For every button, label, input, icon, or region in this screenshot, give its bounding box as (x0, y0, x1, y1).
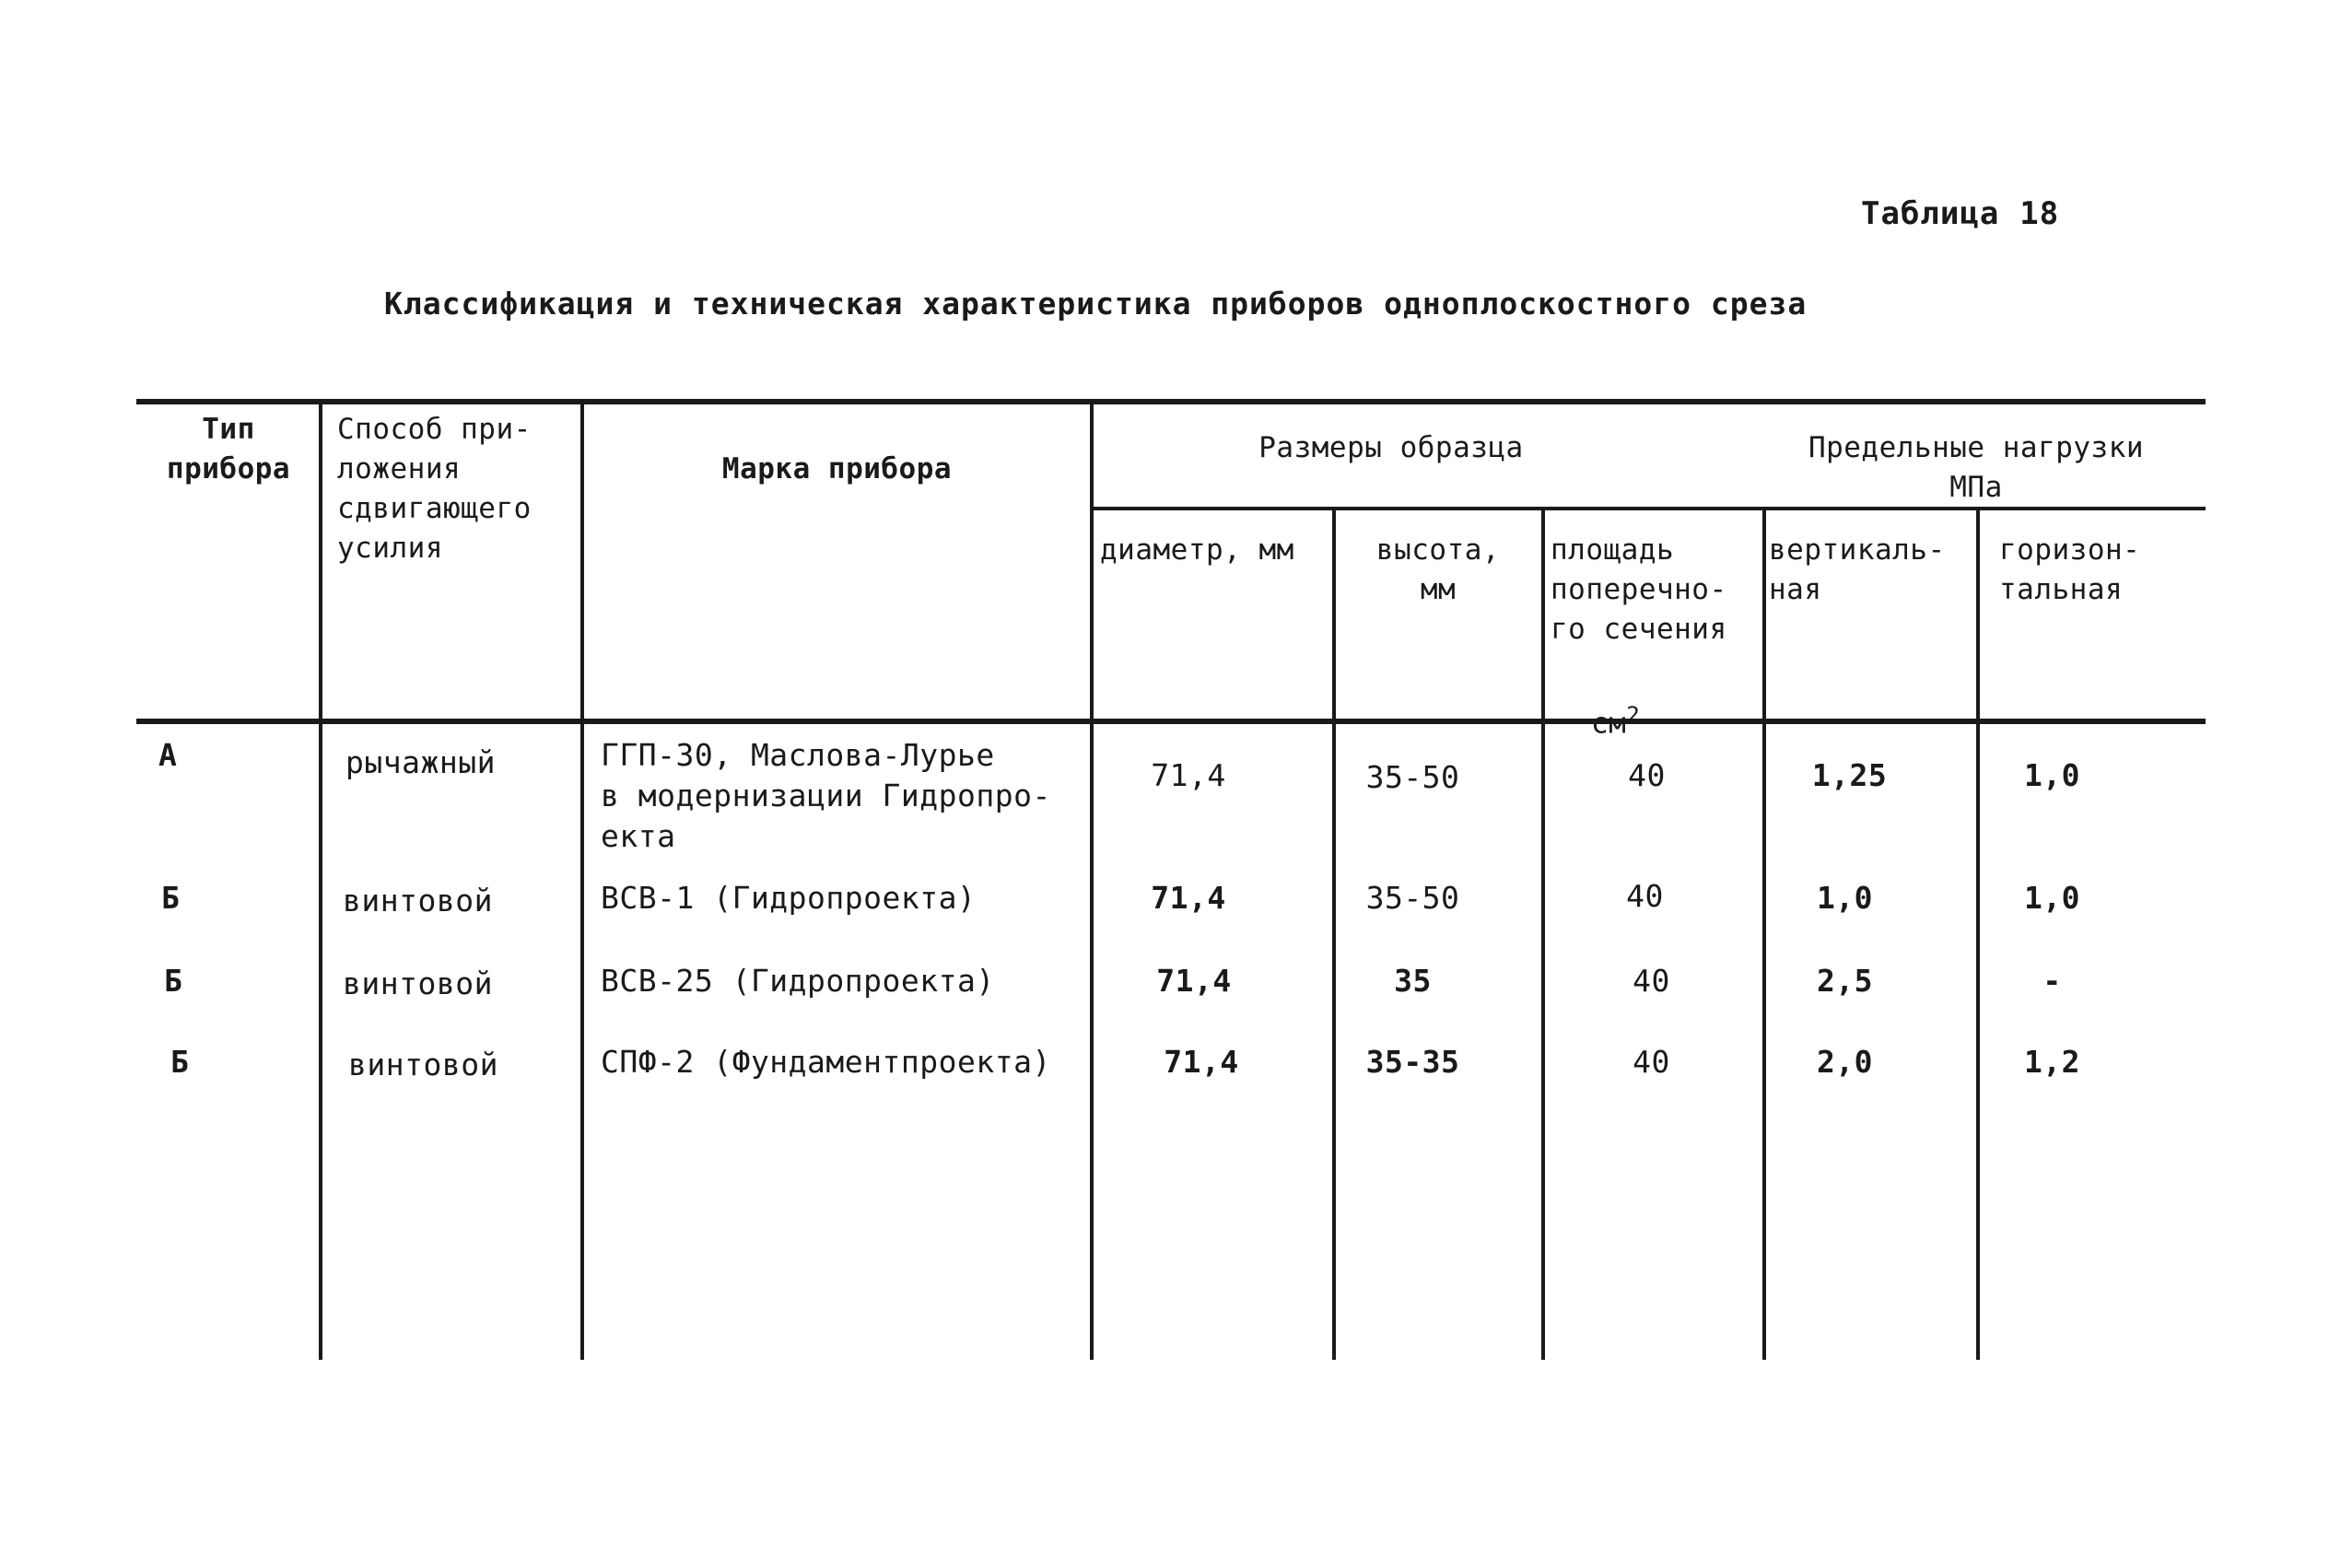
row-1-height: 35-50 (1365, 759, 1460, 795)
column-divider-5 (1541, 509, 1545, 1360)
row-3-method: винтовой (343, 965, 493, 1001)
header-height: высота, мм (1375, 533, 1501, 606)
table-caption (1861, 195, 2059, 232)
row-2-brand: ВСВ-1 (Гидропроекта) (601, 880, 977, 916)
row-1-diameter: 71,4 (1151, 757, 1226, 793)
row-3-horizontal: - (2042, 963, 2062, 999)
row-3-brand: ВСВ-25 (Гидропроекта) (601, 963, 995, 999)
row-3-diameter: 71,4 (1156, 963, 1232, 999)
row-1-horizontal: 1,0 (2023, 757, 2081, 793)
header-diameter: диаметр, мм (1100, 533, 1294, 567)
row-4-area: 40 (1633, 1044, 1670, 1080)
row-3-type: Б (164, 963, 183, 999)
row-4-vertical: 2,0 (1816, 1044, 1874, 1080)
header-area-exponent: 2 (1626, 702, 1641, 728)
header-area-unit: см (1591, 707, 1627, 741)
header-area-unit-wrap (1591, 656, 1702, 743)
row-1-brand: ГГП-30, Маслова-Лурье в модернизации Гидропро- екта (601, 737, 1051, 854)
row-1-area: 40 (1628, 757, 1666, 793)
column-divider-1 (319, 402, 322, 1360)
row-4-horizontal: 1,2 (2023, 1044, 2081, 1080)
row-3-vertical: 2,5 (1816, 963, 1874, 999)
header-area: площадь поперечно- го сечения (1551, 533, 1727, 646)
column-divider-7 (1976, 509, 1980, 1360)
row-2-area: 40 (1626, 878, 1664, 914)
row-4-diameter: 71,4 (1164, 1044, 1239, 1080)
row-2-horizontal: 1,0 (2023, 880, 2081, 916)
header-brand: Марка прибора (721, 452, 953, 486)
column-divider-6 (1762, 509, 1766, 1360)
row-2-diameter: 71,4 (1151, 880, 1226, 916)
table-top-rule (136, 399, 2206, 404)
header-sample-sizes: Размеры образца (1258, 431, 1524, 464)
row-1-method: рычажный (345, 744, 496, 780)
table-caption-label: Таблица (1861, 195, 2000, 232)
row-2-type: Б (161, 880, 181, 916)
header-method: Способ при- ложения сдвигающего усилия (337, 413, 532, 565)
row-2-method: винтовой (343, 883, 493, 919)
header-type: Тип прибора (166, 413, 291, 486)
header-vertical: вертикаль- ная (1769, 533, 1946, 606)
row-4-height: 35-35 (1365, 1044, 1460, 1080)
header-limit-loads: Предельные нагрузки МПа (1808, 431, 2145, 504)
table-title: Классификация и техническая характеристика приборов одноплоскостного среза (384, 286, 1808, 322)
table-header-bottom-rule (136, 719, 2206, 724)
column-divider-4 (1332, 509, 1336, 1360)
row-1-vertical: 1,25 (1811, 757, 1888, 793)
row-1-type: А (158, 737, 178, 773)
row-4-method: винтовой (348, 1047, 498, 1082)
table-caption-number: 18 (2019, 195, 2060, 232)
column-divider-2 (580, 402, 584, 1360)
row-4-brand: СПФ-2 (Фундаментпроекта) (601, 1044, 1051, 1080)
header-horizontal: горизон- тальная (1999, 533, 2141, 606)
row-3-area: 40 (1633, 963, 1670, 999)
row-3-height: 35 (1394, 963, 1432, 999)
row-2-height: 35-50 (1365, 880, 1460, 916)
row-4-type: Б (170, 1044, 190, 1080)
row-2-vertical: 1,0 (1816, 880, 1874, 916)
